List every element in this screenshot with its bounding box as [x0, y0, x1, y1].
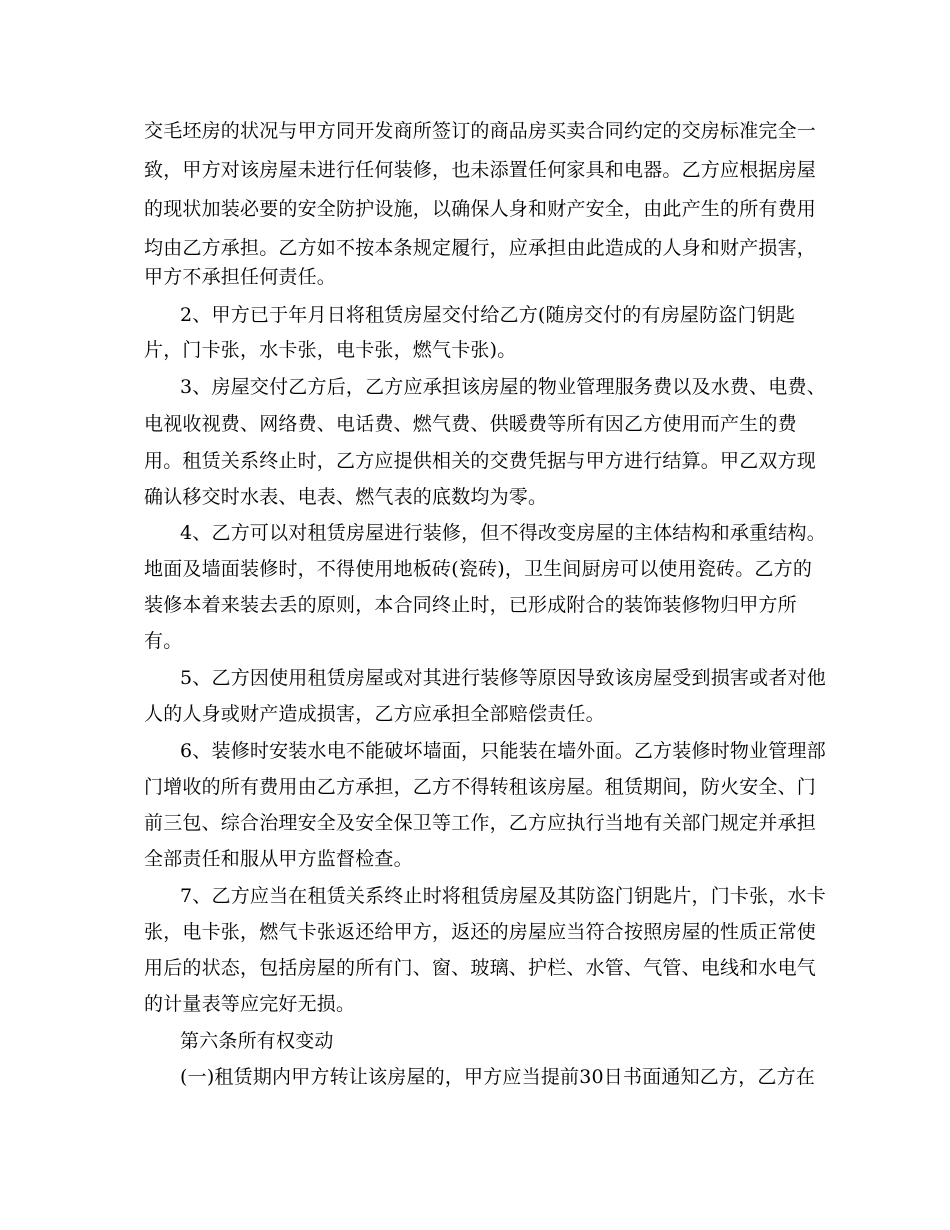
text-line: 门增收的所有费用由乙方承担，乙方不得转租该房屋。租赁期间，防火安全、门	[144, 776, 817, 798]
text-line: 交毛坯房的状况与甲方同开发商所签订的商品房买卖合同约定的交房标准完全一	[144, 120, 817, 142]
paragraph-first-line: 5、乙方因使用租赁房屋或对其进行装修等原因导致该房屋受到损害或者对他	[180, 667, 826, 689]
paragraph-first-line: 4、乙方可以对租赁房屋进行装修，但不得改变房屋的主体结构和承重结构。	[180, 522, 826, 544]
text-line: 用后的状态，包括房屋的所有门、窗、玻璃、护栏、水管、气管、电线和水电气	[144, 957, 817, 979]
text-line: 张，电卡张，燃气卡张返还给甲方，返还的房屋应当符合按照房屋的性质正常使	[144, 921, 817, 943]
text-line: 前三包、综合治理安全及安全保卫等工作，乙方应执行当地有关部门规定并承担	[144, 812, 817, 834]
text-line: 地面及墙面装修时，不得使用地板砖(瓷砖)，卫生间厨房可以使用瓷砖。乙方的	[144, 558, 813, 580]
paragraph-first-line: 6、装修时安装水电不能破坏墙面，只能装在墙外面。乙方装修时物业管理部	[180, 740, 826, 762]
text-line: 甲方不承担任何责任。	[144, 266, 337, 288]
paragraph-first-line: 3、房屋交付乙方后，乙方应承担该房屋的物业管理服务费以及水费、电费、	[180, 376, 826, 398]
paragraph-first-line: 2、甲方已于年月日将租赁房屋交付给乙方(随房交付的有房屋防盗门钥匙	[180, 304, 796, 326]
text-line: 均由乙方承担。乙方如不按本条规定履行，应承担由此造成的人身和财产损害，	[144, 237, 817, 259]
text-line: 电视收视费、网络费、电话费、燃气费、供暖费等所有因乙方使用而产生的费	[144, 413, 797, 435]
text-line: 的现状加装必要的安全防护设施，以确保人身和财产安全，由此产生的所有费用	[144, 198, 817, 220]
text-line: 的计量表等应完好无损。	[144, 993, 356, 1015]
paragraph-first-line: 7、乙方应当在租赁关系终止时将租赁房屋及其防盗门钥匙片，门卡张，水卡	[180, 885, 826, 907]
section-heading: 第六条所有权变动	[180, 1030, 334, 1052]
text-line: 用。租赁关系终止时，乙方应提供相关的交费凭据与甲方进行结算。甲乙双方现	[144, 450, 817, 472]
text-line: 装修本着来装去丢的原则，本合同终止时，已形成附合的装饰装修物归甲方所	[144, 594, 797, 616]
paragraph-first-line: (一)租赁期内甲方转让该房屋的，甲方应当提前30日书面通知乙方，乙方在	[180, 1066, 816, 1088]
text-line: 人的人身或财产造成损害，乙方应承担全部赔偿责任。	[144, 703, 605, 725]
text-line: 致，甲方对该房屋未进行任何装修，也未添置任何家具和电器。乙方应根据房屋	[144, 159, 817, 181]
text-line: 有。	[144, 630, 183, 652]
text-line: 确认移交时水表、电表、燃气表的底数均为零。	[144, 486, 548, 508]
text-line: 全部责任和服从甲方监督检查。	[144, 848, 413, 870]
text-line: 片，门卡张，水卡张，电卡张，燃气卡张)。	[144, 339, 517, 361]
